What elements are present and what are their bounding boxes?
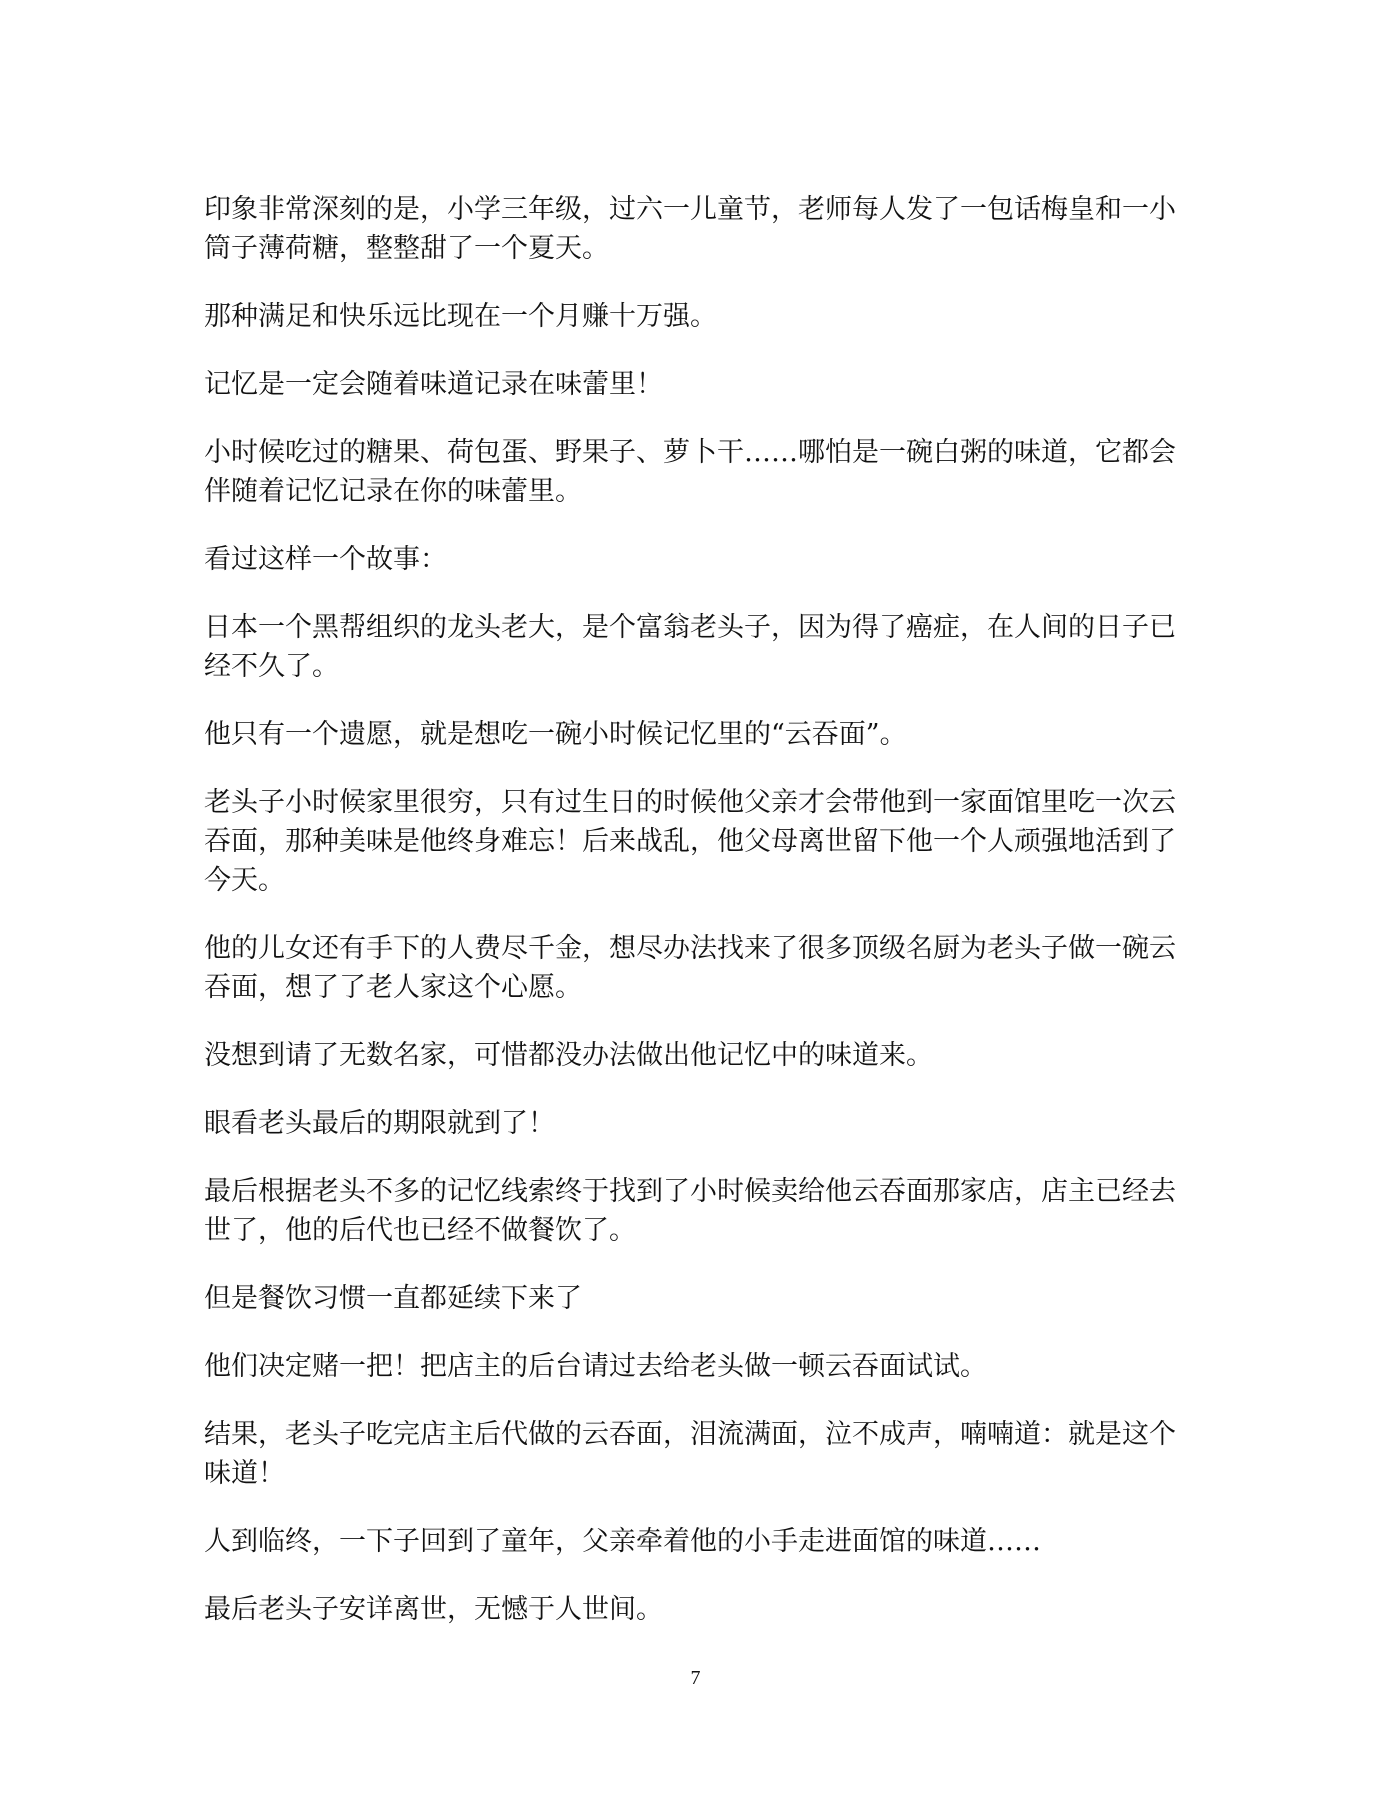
paragraph: 印象非常深刻的是，小学三年级，过六一儿童节，老师每人发了一包话梅皇和一小筒子薄荷糖，整整甜了一个夏天。 (204, 194, 1176, 264)
paragraph: 老头子小时候家里很穷，只有过生日的时候他父亲才会带他到一家面馆里吃一次云吞面，那种美味是他终身难忘！后来战乱，他父母离世留下他一个人顽强地活到了今天。 (204, 787, 1176, 896)
paragraph: 最后老头子安详离世，无憾于人世间。 (204, 1594, 663, 1625)
paragraph: 他的儿女还有手下的人费尽千金，想尽办法找来了很多顶级名厨为老头子做一碗云吞面，想了了老人家这个心愿。 (204, 933, 1176, 1003)
document-body (204, 190, 1194, 1658)
paragraph: 人到临终，一下子回到了童年，父亲牵着他的小手走进面馆的味道…… (204, 1526, 1041, 1557)
paragraph: 眼看老头最后的期限就到了！ (204, 1108, 555, 1139)
paragraph: 看过这样一个故事： (204, 544, 447, 575)
paragraph: 他们决定赌一把！把店主的后台请过去给老头做一顿云吞面试试。 (204, 1351, 987, 1382)
paragraph: 记忆是一定会随着味道记录在味蕾里！ (204, 369, 663, 400)
page-number: 7 (690, 1667, 701, 1689)
paragraph: 小时候吃过的糖果、荷包蛋、野果子、萝卜干……哪怕是一碗白粥的味道，它都会伴随着记忆记录在你的味蕾里。 (204, 437, 1176, 507)
paragraph: 他只有一个遗愿，就是想吃一碗小时候记忆里的“云吞面”。 (204, 719, 907, 750)
paragraph: 结果，老头子吃完店主后代做的云吞面，泪流满面，泣不成声，喃喃道：就是这个味道！ (204, 1419, 1176, 1489)
paragraph: 最后根据老头不多的记忆线索终于找到了小时候卖给他云吞面那家店，店主已经去世了，他的后代也已经不做餐饮了。 (204, 1176, 1176, 1246)
paragraph: 但是餐饮习惯一直都延续下来了 (204, 1283, 582, 1314)
paragraph: 日本一个黑帮组织的龙头老大，是个富翁老头子，因为得了癌症，在人间的日子已经不久了。 (204, 612, 1176, 682)
paragraph: 那种满足和快乐远比现在一个月赚十万强。 (204, 301, 717, 332)
paragraph: 没想到请了无数名家，可惜都没办法做出他记忆中的味道来。 (204, 1040, 933, 1071)
